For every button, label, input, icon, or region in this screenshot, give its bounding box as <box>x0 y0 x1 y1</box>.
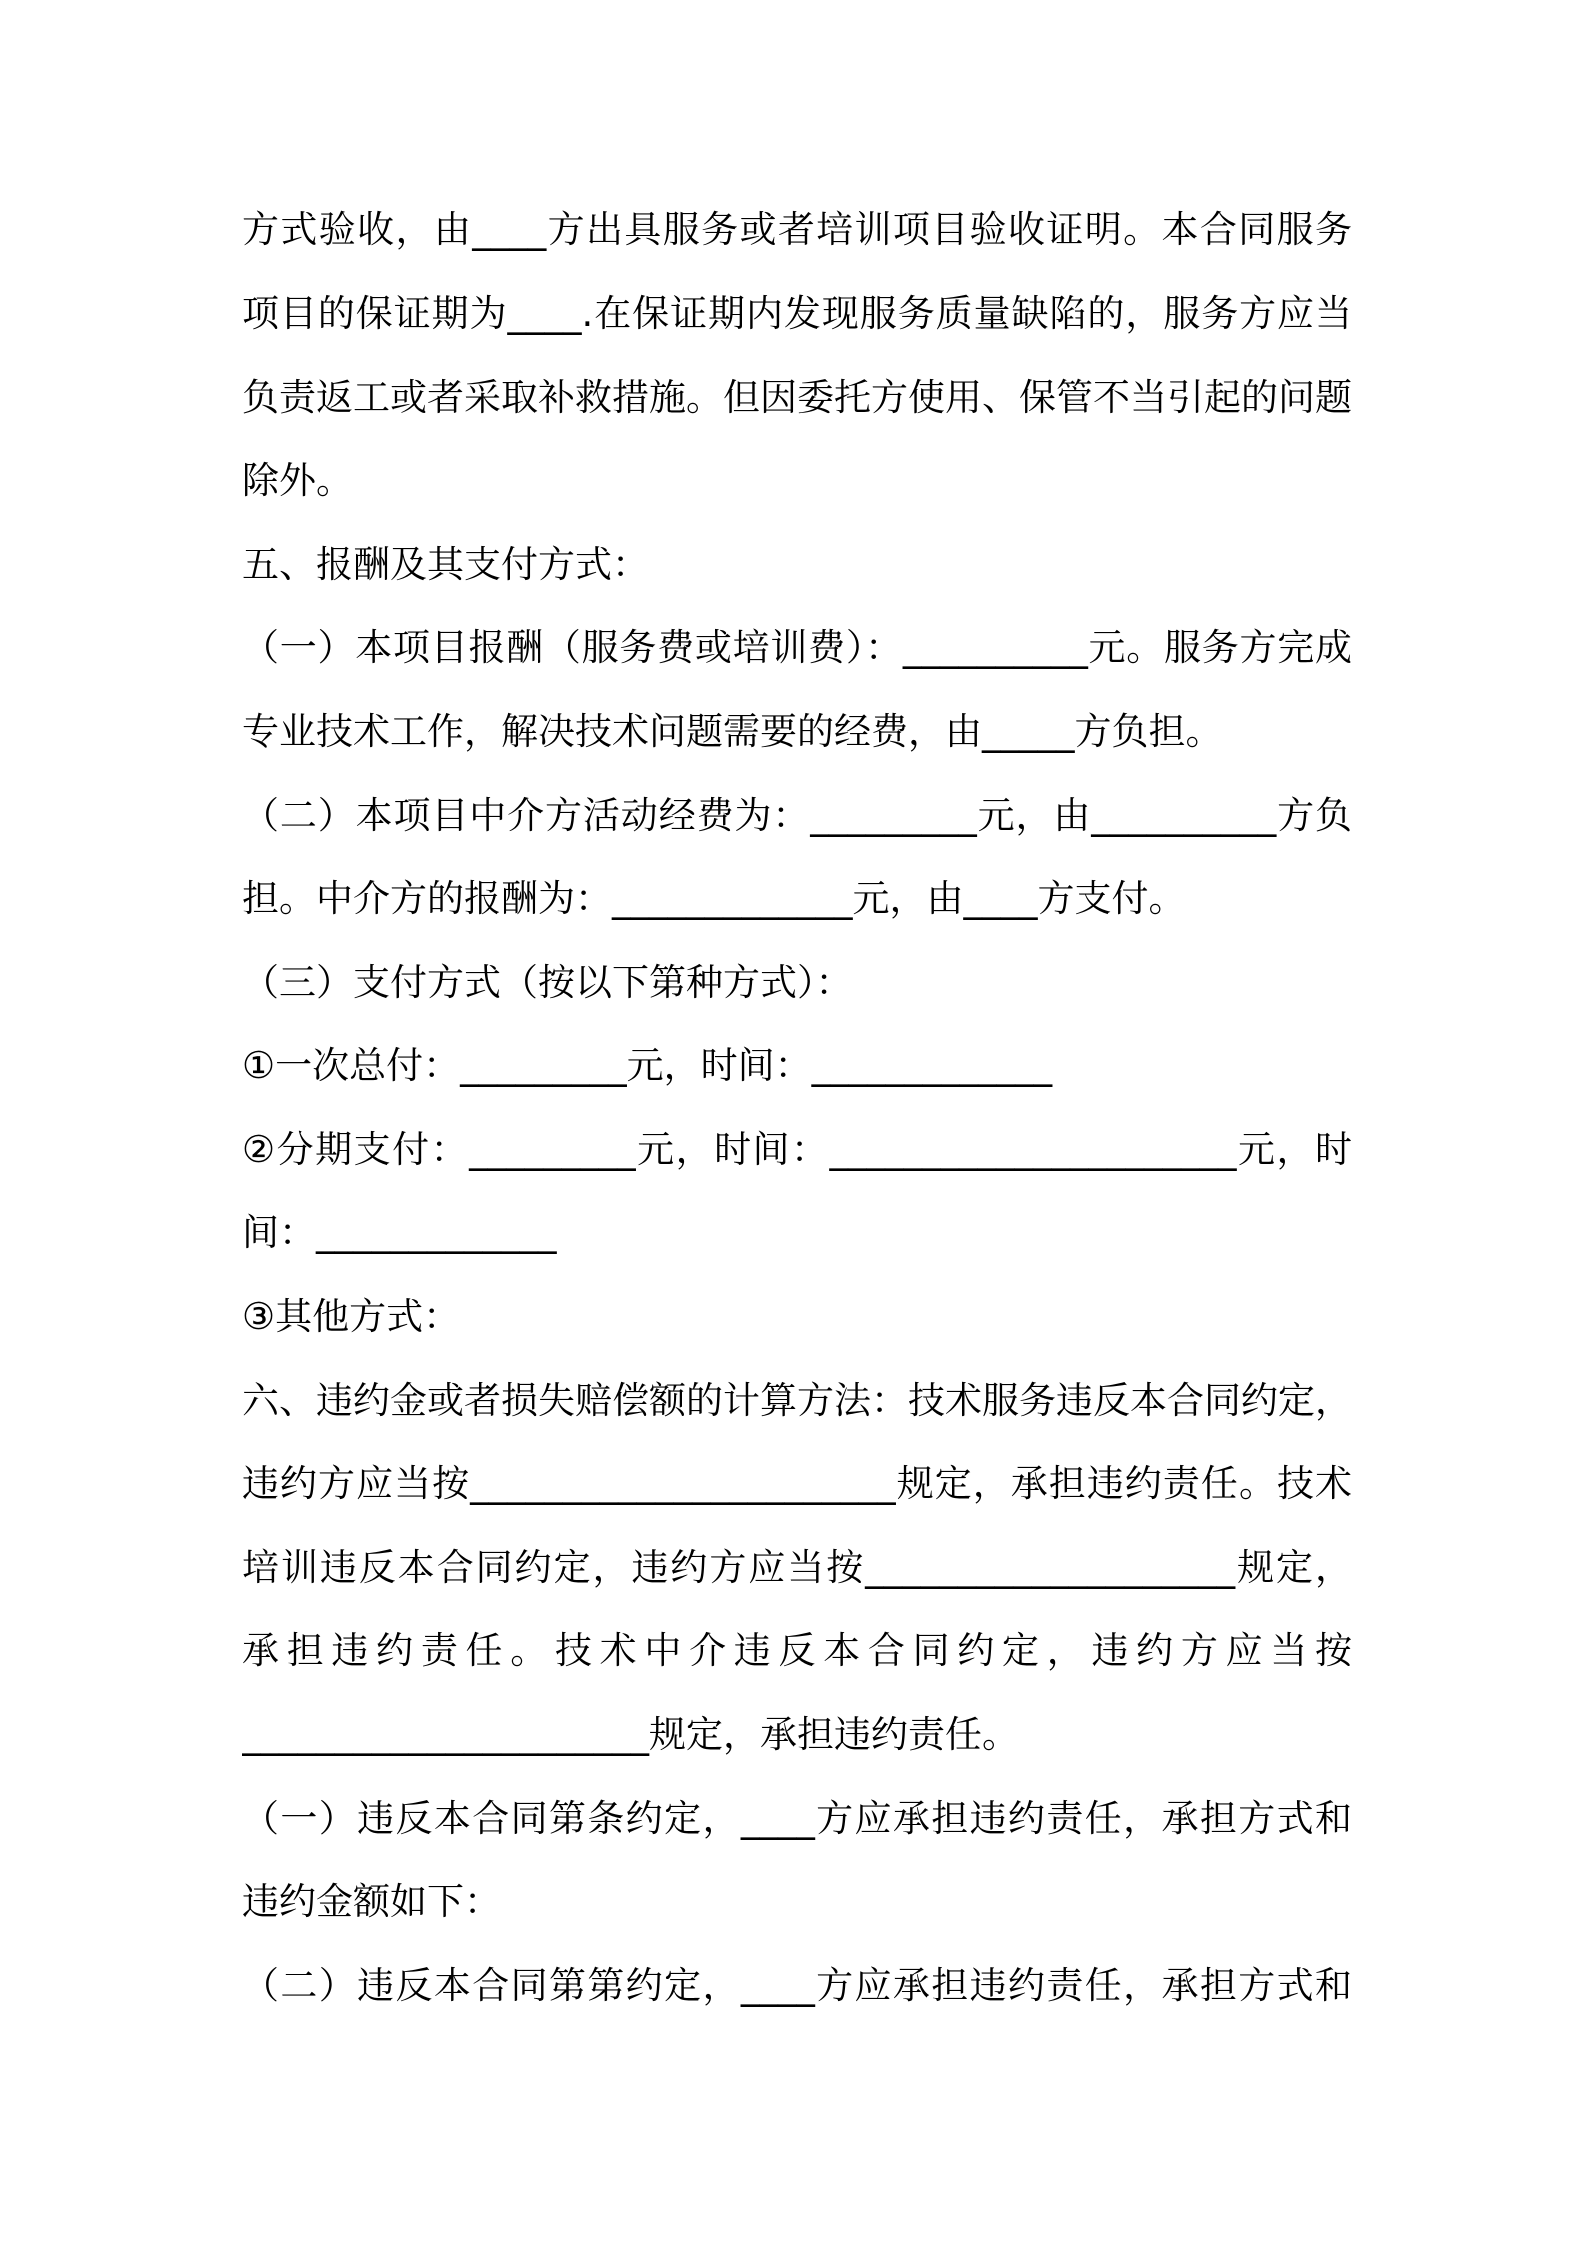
paragraph-line: 项目的保证期为____.在保证期内发现服务质量缺陷的，服务方应当 <box>242 292 1352 335</box>
paragraph-line: ②分期支付：_________元，时间：______________________元，时 <box>242 1128 1352 1171</box>
paragraph-line: （二）本项目中介方活动经费为：_________元，由__________方负 <box>242 794 1352 837</box>
paragraph-line: 违约金额如下： <box>242 1880 501 1923</box>
paragraph-line: 方式验收，由____方出具服务或者培训项目验收证明。本合同服务 <box>242 208 1352 251</box>
paragraph-line: 负责返工或者采取补救措施。但因委托方使用、保管不当引起的问题 <box>242 376 1352 419</box>
section-heading: 六、违约金或者损失赔偿额的计算方法：技术服务违反本合同约定， <box>242 1379 1352 1422</box>
paragraph-line: （一）本项目报酬（服务费或培训费）：__________元。服务方完成 <box>242 626 1352 669</box>
paragraph-line: 承担违约责任。技术中介违反本合同约定，违约方应当按 <box>242 1629 1352 1672</box>
paragraph-line: ③其他方式： <box>242 1295 461 1338</box>
section-heading: 五、报酬及其支付方式： <box>242 543 649 586</box>
paragraph-line: ______________________规定，承担违约责任。 <box>242 1713 1019 1756</box>
paragraph-line: 违约方应当按_______________________规定，承担违约责任。技术 <box>242 1462 1352 1505</box>
paragraph-line: 间：_____________ <box>242 1211 557 1254</box>
paragraph-line: （二）违反本合同第第约定，____方应承担违约责任，承担方式和 <box>242 1964 1352 2007</box>
paragraph-line: （三）支付方式（按以下第种方式）： <box>242 961 853 1004</box>
paragraph-line: 除外。 <box>242 459 353 502</box>
paragraph-line: 专业技术工作，解决技术问题需要的经费，由_____方负担。 <box>242 710 1223 753</box>
paragraph-line: 培训违反本合同约定，违约方应当按____________________规定， <box>242 1546 1352 1589</box>
paragraph-line: 担。中介方的报酬为：_____________元，由____方支付。 <box>242 877 1186 920</box>
paragraph-line: （一）违反本合同第条约定，____方应承担违约责任，承担方式和 <box>242 1797 1352 1840</box>
paragraph-line: ①一次总付：_________元，时间：_____________ <box>242 1044 1053 1087</box>
